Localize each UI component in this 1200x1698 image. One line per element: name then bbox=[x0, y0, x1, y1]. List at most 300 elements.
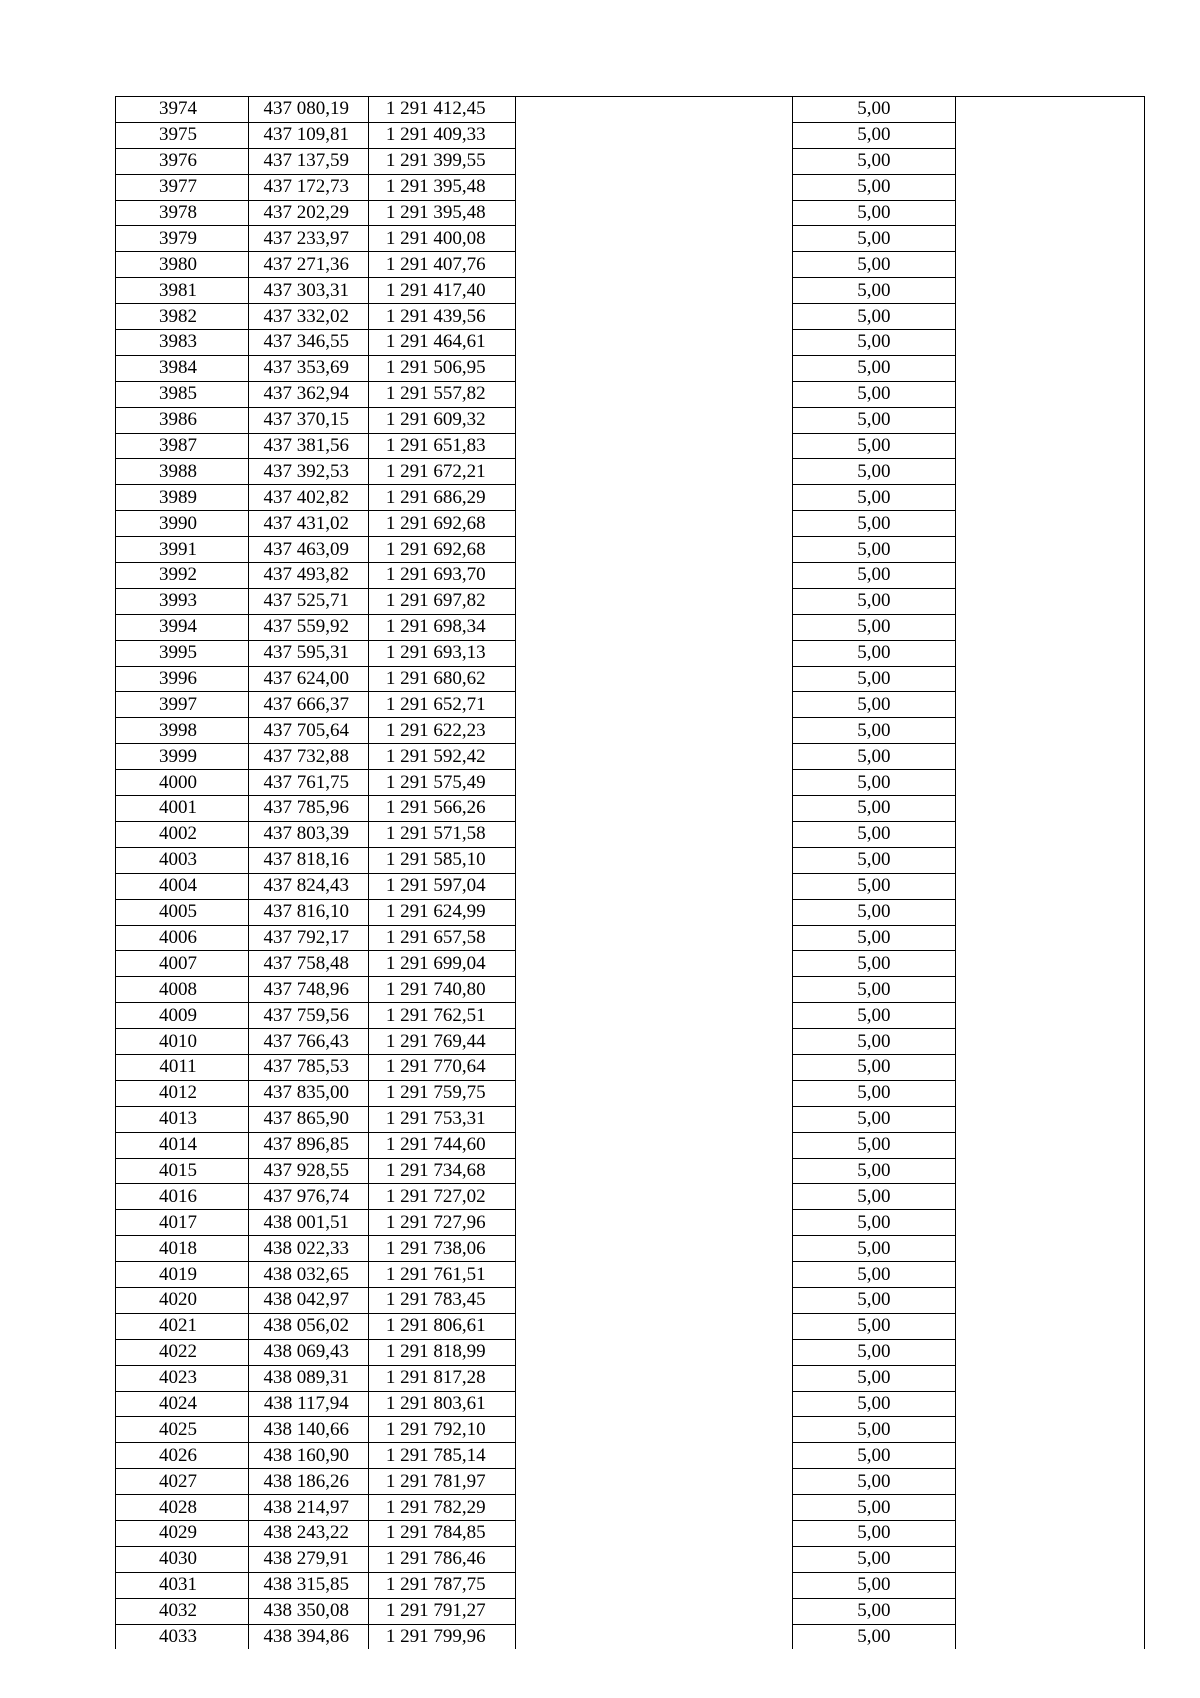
x-coordinate-cell: 437 202,29 bbox=[248, 200, 368, 226]
table-row bbox=[116, 511, 1145, 537]
value-cell: 5,00 bbox=[793, 847, 956, 873]
x-coordinate-cell: 438 022,33 bbox=[248, 1236, 368, 1262]
table-row bbox=[116, 847, 1145, 873]
y-coordinate-cell: 1 291 781,97 bbox=[368, 1469, 515, 1495]
y-coordinate-cell: 1 291 693,70 bbox=[368, 563, 515, 589]
x-coordinate-cell: 437 463,09 bbox=[248, 537, 368, 563]
x-coordinate-cell: 438 350,08 bbox=[248, 1598, 368, 1624]
y-coordinate-cell: 1 291 692,68 bbox=[368, 511, 515, 537]
point-number-cell: 3989 bbox=[116, 485, 249, 511]
y-coordinate-cell: 1 291 407,76 bbox=[368, 252, 515, 278]
table-row bbox=[116, 200, 1145, 226]
value-cell: 5,00 bbox=[793, 1391, 956, 1417]
x-coordinate-cell: 438 069,43 bbox=[248, 1339, 368, 1365]
point-number-cell: 4008 bbox=[116, 977, 249, 1003]
x-coordinate-cell: 438 186,26 bbox=[248, 1469, 368, 1495]
table-row bbox=[116, 1003, 1145, 1029]
x-coordinate-cell: 437 525,71 bbox=[248, 588, 368, 614]
value-cell: 5,00 bbox=[793, 718, 956, 744]
value-cell: 5,00 bbox=[793, 485, 956, 511]
table-row bbox=[116, 97, 1145, 123]
y-coordinate-cell: 1 291 818,99 bbox=[368, 1339, 515, 1365]
y-coordinate-cell: 1 291 740,80 bbox=[368, 977, 515, 1003]
empty-cell bbox=[955, 1210, 1144, 1236]
empty-cell bbox=[955, 1572, 1144, 1598]
y-coordinate-cell: 1 291 761,51 bbox=[368, 1262, 515, 1288]
x-coordinate-cell: 438 214,97 bbox=[248, 1495, 368, 1521]
point-number-cell: 3993 bbox=[116, 588, 249, 614]
empty-cell bbox=[955, 1520, 1144, 1546]
y-coordinate-cell: 1 291 699,04 bbox=[368, 951, 515, 977]
coordinates-table-body bbox=[116, 97, 1145, 1650]
table-row bbox=[116, 407, 1145, 433]
value-cell: 5,00 bbox=[793, 174, 956, 200]
value-cell: 5,00 bbox=[793, 226, 956, 252]
empty-cell bbox=[515, 304, 792, 330]
y-coordinate-cell: 1 291 792,10 bbox=[368, 1417, 515, 1443]
empty-cell bbox=[515, 718, 792, 744]
y-coordinate-cell: 1 291 787,75 bbox=[368, 1572, 515, 1598]
empty-cell bbox=[515, 1158, 792, 1184]
value-cell: 5,00 bbox=[793, 355, 956, 381]
value-cell: 5,00 bbox=[793, 1520, 956, 1546]
y-coordinate-cell: 1 291 597,04 bbox=[368, 873, 515, 899]
empty-cell bbox=[515, 433, 792, 459]
empty-cell bbox=[515, 770, 792, 796]
point-number-cell: 3984 bbox=[116, 355, 249, 381]
value-cell: 5,00 bbox=[793, 1158, 956, 1184]
point-number-cell: 3995 bbox=[116, 640, 249, 666]
table-row bbox=[116, 640, 1145, 666]
value-cell: 5,00 bbox=[793, 511, 956, 537]
empty-cell bbox=[955, 278, 1144, 304]
value-cell: 5,00 bbox=[793, 1598, 956, 1624]
table-row bbox=[116, 1339, 1145, 1365]
x-coordinate-cell: 437 865,90 bbox=[248, 1106, 368, 1132]
table-row bbox=[116, 796, 1145, 822]
table-row bbox=[116, 355, 1145, 381]
table-row bbox=[116, 304, 1145, 330]
table-row bbox=[116, 330, 1145, 356]
empty-cell bbox=[515, 563, 792, 589]
point-number-cell: 4003 bbox=[116, 847, 249, 873]
x-coordinate-cell: 437 792,17 bbox=[248, 925, 368, 951]
point-number-cell: 3994 bbox=[116, 614, 249, 640]
value-cell: 5,00 bbox=[793, 925, 956, 951]
empty-cell bbox=[955, 1313, 1144, 1339]
empty-cell bbox=[955, 122, 1144, 148]
y-coordinate-cell: 1 291 697,82 bbox=[368, 588, 515, 614]
empty-cell bbox=[515, 330, 792, 356]
empty-cell bbox=[955, 1080, 1144, 1106]
point-number-cell: 3996 bbox=[116, 666, 249, 692]
x-coordinate-cell: 437 362,94 bbox=[248, 381, 368, 407]
empty-cell bbox=[955, 925, 1144, 951]
empty-cell bbox=[955, 1029, 1144, 1055]
point-number-cell: 4010 bbox=[116, 1029, 249, 1055]
point-number-cell: 3974 bbox=[116, 97, 249, 123]
empty-cell bbox=[515, 1598, 792, 1624]
y-coordinate-cell: 1 291 791,27 bbox=[368, 1598, 515, 1624]
table-row bbox=[116, 1287, 1145, 1313]
empty-cell bbox=[515, 1469, 792, 1495]
value-cell: 5,00 bbox=[793, 1572, 956, 1598]
empty-cell bbox=[515, 1262, 792, 1288]
value-cell: 5,00 bbox=[793, 278, 956, 304]
value-cell: 5,00 bbox=[793, 977, 956, 1003]
value-cell: 5,00 bbox=[793, 614, 956, 640]
point-number-cell: 3983 bbox=[116, 330, 249, 356]
x-coordinate-cell: 437 303,31 bbox=[248, 278, 368, 304]
coordinates-table bbox=[115, 96, 1145, 1649]
empty-cell bbox=[515, 226, 792, 252]
point-number-cell: 4033 bbox=[116, 1624, 249, 1649]
empty-cell bbox=[955, 511, 1144, 537]
empty-cell bbox=[515, 1184, 792, 1210]
x-coordinate-cell: 437 332,02 bbox=[248, 304, 368, 330]
point-number-cell: 3977 bbox=[116, 174, 249, 200]
y-coordinate-cell: 1 291 786,46 bbox=[368, 1546, 515, 1572]
empty-cell bbox=[955, 459, 1144, 485]
empty-cell bbox=[955, 718, 1144, 744]
x-coordinate-cell: 437 392,53 bbox=[248, 459, 368, 485]
point-number-cell: 3979 bbox=[116, 226, 249, 252]
value-cell: 5,00 bbox=[793, 563, 956, 589]
empty-cell bbox=[515, 122, 792, 148]
y-coordinate-cell: 1 291 624,99 bbox=[368, 899, 515, 925]
value-cell: 5,00 bbox=[793, 1417, 956, 1443]
y-coordinate-cell: 1 291 575,49 bbox=[368, 770, 515, 796]
table-row bbox=[116, 1080, 1145, 1106]
table-row bbox=[116, 1624, 1145, 1649]
table-row bbox=[116, 381, 1145, 407]
point-number-cell: 4019 bbox=[116, 1262, 249, 1288]
value-cell: 5,00 bbox=[793, 821, 956, 847]
point-number-cell: 4017 bbox=[116, 1210, 249, 1236]
value-cell: 5,00 bbox=[793, 770, 956, 796]
value-cell: 5,00 bbox=[793, 692, 956, 718]
x-coordinate-cell: 438 042,97 bbox=[248, 1287, 368, 1313]
x-coordinate-cell: 437 402,82 bbox=[248, 485, 368, 511]
table-row bbox=[116, 1236, 1145, 1262]
table-row bbox=[116, 718, 1145, 744]
y-coordinate-cell: 1 291 799,96 bbox=[368, 1624, 515, 1649]
x-coordinate-cell: 437 624,00 bbox=[248, 666, 368, 692]
x-coordinate-cell: 437 803,39 bbox=[248, 821, 368, 847]
x-coordinate-cell: 438 394,86 bbox=[248, 1624, 368, 1649]
value-cell: 5,00 bbox=[793, 433, 956, 459]
empty-cell bbox=[515, 1546, 792, 1572]
point-number-cell: 4005 bbox=[116, 899, 249, 925]
x-coordinate-cell: 437 137,59 bbox=[248, 148, 368, 174]
y-coordinate-cell: 1 291 817,28 bbox=[368, 1365, 515, 1391]
y-coordinate-cell: 1 291 727,02 bbox=[368, 1184, 515, 1210]
x-coordinate-cell: 437 824,43 bbox=[248, 873, 368, 899]
x-coordinate-cell: 438 315,85 bbox=[248, 1572, 368, 1598]
table-row bbox=[116, 899, 1145, 925]
x-coordinate-cell: 437 785,96 bbox=[248, 796, 368, 822]
table-row bbox=[116, 744, 1145, 770]
point-number-cell: 3976 bbox=[116, 148, 249, 174]
empty-cell bbox=[515, 252, 792, 278]
empty-cell bbox=[515, 1080, 792, 1106]
y-coordinate-cell: 1 291 400,08 bbox=[368, 226, 515, 252]
point-number-cell: 4009 bbox=[116, 1003, 249, 1029]
value-cell: 5,00 bbox=[793, 1236, 956, 1262]
x-coordinate-cell: 437 785,53 bbox=[248, 1054, 368, 1080]
point-number-cell: 3991 bbox=[116, 537, 249, 563]
y-coordinate-cell: 1 291 692,68 bbox=[368, 537, 515, 563]
point-number-cell: 4028 bbox=[116, 1495, 249, 1521]
value-cell: 5,00 bbox=[793, 1262, 956, 1288]
table-row bbox=[116, 485, 1145, 511]
empty-cell bbox=[955, 1132, 1144, 1158]
point-number-cell: 4016 bbox=[116, 1184, 249, 1210]
table-row bbox=[116, 278, 1145, 304]
point-number-cell: 4022 bbox=[116, 1339, 249, 1365]
y-coordinate-cell: 1 291 680,62 bbox=[368, 666, 515, 692]
y-coordinate-cell: 1 291 592,42 bbox=[368, 744, 515, 770]
value-cell: 5,00 bbox=[793, 407, 956, 433]
value-cell: 5,00 bbox=[793, 1443, 956, 1469]
value-cell: 5,00 bbox=[793, 1003, 956, 1029]
y-coordinate-cell: 1 291 439,56 bbox=[368, 304, 515, 330]
table-row bbox=[116, 1391, 1145, 1417]
x-coordinate-cell: 438 140,66 bbox=[248, 1417, 368, 1443]
y-coordinate-cell: 1 291 769,44 bbox=[368, 1029, 515, 1055]
empty-cell bbox=[515, 1054, 792, 1080]
point-number-cell: 4032 bbox=[116, 1598, 249, 1624]
empty-cell bbox=[515, 1624, 792, 1649]
table-row bbox=[116, 1054, 1145, 1080]
x-coordinate-cell: 437 759,56 bbox=[248, 1003, 368, 1029]
empty-cell bbox=[955, 485, 1144, 511]
point-number-cell: 3981 bbox=[116, 278, 249, 304]
y-coordinate-cell: 1 291 698,34 bbox=[368, 614, 515, 640]
value-cell: 5,00 bbox=[793, 796, 956, 822]
point-number-cell: 4024 bbox=[116, 1391, 249, 1417]
value-cell: 5,00 bbox=[793, 459, 956, 485]
table-row bbox=[116, 459, 1145, 485]
table-row bbox=[116, 588, 1145, 614]
empty-cell bbox=[955, 1054, 1144, 1080]
empty-cell bbox=[955, 1236, 1144, 1262]
point-number-cell: 3980 bbox=[116, 252, 249, 278]
x-coordinate-cell: 438 056,02 bbox=[248, 1313, 368, 1339]
empty-cell bbox=[515, 977, 792, 1003]
table-row bbox=[116, 1106, 1145, 1132]
empty-cell bbox=[515, 1287, 792, 1313]
point-number-cell: 3975 bbox=[116, 122, 249, 148]
point-number-cell: 4000 bbox=[116, 770, 249, 796]
x-coordinate-cell: 437 346,55 bbox=[248, 330, 368, 356]
y-coordinate-cell: 1 291 759,75 bbox=[368, 1080, 515, 1106]
value-cell: 5,00 bbox=[793, 330, 956, 356]
empty-cell bbox=[955, 1184, 1144, 1210]
value-cell: 5,00 bbox=[793, 873, 956, 899]
empty-cell bbox=[955, 1417, 1144, 1443]
empty-cell bbox=[515, 355, 792, 381]
empty-cell bbox=[515, 847, 792, 873]
table-row bbox=[116, 1572, 1145, 1598]
value-cell: 5,00 bbox=[793, 1080, 956, 1106]
x-coordinate-cell: 437 761,75 bbox=[248, 770, 368, 796]
empty-cell bbox=[515, 1443, 792, 1469]
table-row bbox=[116, 1365, 1145, 1391]
point-number-cell: 4007 bbox=[116, 951, 249, 977]
y-coordinate-cell: 1 291 571,58 bbox=[368, 821, 515, 847]
value-cell: 5,00 bbox=[793, 304, 956, 330]
point-number-cell: 3982 bbox=[116, 304, 249, 330]
point-number-cell: 4023 bbox=[116, 1365, 249, 1391]
table-row bbox=[116, 1598, 1145, 1624]
value-cell: 5,00 bbox=[793, 1313, 956, 1339]
empty-cell bbox=[955, 614, 1144, 640]
x-coordinate-cell: 438 117,94 bbox=[248, 1391, 368, 1417]
point-number-cell: 4018 bbox=[116, 1236, 249, 1262]
value-cell: 5,00 bbox=[793, 1546, 956, 1572]
table-row bbox=[116, 433, 1145, 459]
table-row bbox=[116, 770, 1145, 796]
x-coordinate-cell: 438 279,91 bbox=[248, 1546, 368, 1572]
y-coordinate-cell: 1 291 753,31 bbox=[368, 1106, 515, 1132]
x-coordinate-cell: 438 032,65 bbox=[248, 1262, 368, 1288]
empty-cell bbox=[515, 1572, 792, 1598]
table-row bbox=[116, 226, 1145, 252]
x-coordinate-cell: 437 732,88 bbox=[248, 744, 368, 770]
table-row bbox=[116, 174, 1145, 200]
value-cell: 5,00 bbox=[793, 148, 956, 174]
table-row bbox=[116, 537, 1145, 563]
empty-cell bbox=[955, 821, 1144, 847]
x-coordinate-cell: 437 109,81 bbox=[248, 122, 368, 148]
empty-cell bbox=[955, 563, 1144, 589]
empty-cell bbox=[515, 1313, 792, 1339]
x-coordinate-cell: 438 160,90 bbox=[248, 1443, 368, 1469]
empty-cell bbox=[955, 174, 1144, 200]
value-cell: 5,00 bbox=[793, 744, 956, 770]
point-number-cell: 4029 bbox=[116, 1520, 249, 1546]
table-row bbox=[116, 148, 1145, 174]
empty-cell bbox=[515, 744, 792, 770]
empty-cell bbox=[955, 1546, 1144, 1572]
empty-cell bbox=[955, 899, 1144, 925]
empty-cell bbox=[515, 485, 792, 511]
point-number-cell: 4027 bbox=[116, 1469, 249, 1495]
y-coordinate-cell: 1 291 672,21 bbox=[368, 459, 515, 485]
x-coordinate-cell: 437 080,19 bbox=[248, 97, 368, 123]
value-cell: 5,00 bbox=[793, 1365, 956, 1391]
table-row bbox=[116, 1184, 1145, 1210]
empty-cell bbox=[955, 1106, 1144, 1132]
x-coordinate-cell: 437 705,64 bbox=[248, 718, 368, 744]
empty-cell bbox=[515, 1106, 792, 1132]
y-coordinate-cell: 1 291 585,10 bbox=[368, 847, 515, 873]
value-cell: 5,00 bbox=[793, 1469, 956, 1495]
empty-cell bbox=[955, 407, 1144, 433]
y-coordinate-cell: 1 291 409,33 bbox=[368, 122, 515, 148]
x-coordinate-cell: 438 001,51 bbox=[248, 1210, 368, 1236]
empty-cell bbox=[955, 666, 1144, 692]
empty-cell bbox=[515, 278, 792, 304]
x-coordinate-cell: 437 559,92 bbox=[248, 614, 368, 640]
value-cell: 5,00 bbox=[793, 1106, 956, 1132]
empty-cell bbox=[955, 381, 1144, 407]
table-row bbox=[116, 692, 1145, 718]
table-row bbox=[116, 122, 1145, 148]
table-row bbox=[116, 1495, 1145, 1521]
table-row bbox=[116, 873, 1145, 899]
table-row bbox=[116, 614, 1145, 640]
empty-cell bbox=[955, 97, 1144, 123]
table-row bbox=[116, 925, 1145, 951]
empty-cell bbox=[515, 407, 792, 433]
point-number-cell: 4012 bbox=[116, 1080, 249, 1106]
empty-cell bbox=[515, 1495, 792, 1521]
empty-cell bbox=[515, 1210, 792, 1236]
value-cell: 5,00 bbox=[793, 1287, 956, 1313]
point-number-cell: 4006 bbox=[116, 925, 249, 951]
value-cell: 5,00 bbox=[793, 899, 956, 925]
empty-cell bbox=[955, 1262, 1144, 1288]
x-coordinate-cell: 437 353,69 bbox=[248, 355, 368, 381]
table-row bbox=[116, 1210, 1145, 1236]
empty-cell bbox=[515, 381, 792, 407]
y-coordinate-cell: 1 291 762,51 bbox=[368, 1003, 515, 1029]
empty-cell bbox=[515, 148, 792, 174]
value-cell: 5,00 bbox=[793, 1029, 956, 1055]
x-coordinate-cell: 437 431,02 bbox=[248, 511, 368, 537]
empty-cell bbox=[955, 1003, 1144, 1029]
empty-cell bbox=[515, 1003, 792, 1029]
y-coordinate-cell: 1 291 412,45 bbox=[368, 97, 515, 123]
y-coordinate-cell: 1 291 734,68 bbox=[368, 1158, 515, 1184]
table-row bbox=[116, 1029, 1145, 1055]
empty-cell bbox=[955, 951, 1144, 977]
point-number-cell: 3988 bbox=[116, 459, 249, 485]
x-coordinate-cell: 437 271,36 bbox=[248, 252, 368, 278]
point-number-cell: 3999 bbox=[116, 744, 249, 770]
value-cell: 5,00 bbox=[793, 1210, 956, 1236]
y-coordinate-cell: 1 291 464,61 bbox=[368, 330, 515, 356]
value-cell: 5,00 bbox=[793, 666, 956, 692]
empty-cell bbox=[515, 511, 792, 537]
empty-cell bbox=[955, 588, 1144, 614]
point-number-cell: 4015 bbox=[116, 1158, 249, 1184]
value-cell: 5,00 bbox=[793, 640, 956, 666]
y-coordinate-cell: 1 291 806,61 bbox=[368, 1313, 515, 1339]
value-cell: 5,00 bbox=[793, 537, 956, 563]
x-coordinate-cell: 437 370,15 bbox=[248, 407, 368, 433]
empty-cell bbox=[515, 666, 792, 692]
point-number-cell: 3986 bbox=[116, 407, 249, 433]
empty-cell bbox=[515, 1236, 792, 1262]
empty-cell bbox=[955, 977, 1144, 1003]
point-number-cell: 4004 bbox=[116, 873, 249, 899]
y-coordinate-cell: 1 291 744,60 bbox=[368, 1132, 515, 1158]
point-number-cell: 3985 bbox=[116, 381, 249, 407]
x-coordinate-cell: 437 835,00 bbox=[248, 1080, 368, 1106]
empty-cell bbox=[515, 200, 792, 226]
y-coordinate-cell: 1 291 785,14 bbox=[368, 1443, 515, 1469]
x-coordinate-cell: 437 766,43 bbox=[248, 1029, 368, 1055]
value-cell: 5,00 bbox=[793, 1132, 956, 1158]
y-coordinate-cell: 1 291 686,29 bbox=[368, 485, 515, 511]
empty-cell bbox=[955, 355, 1144, 381]
point-number-cell: 4020 bbox=[116, 1287, 249, 1313]
empty-cell bbox=[515, 692, 792, 718]
y-coordinate-cell: 1 291 395,48 bbox=[368, 174, 515, 200]
